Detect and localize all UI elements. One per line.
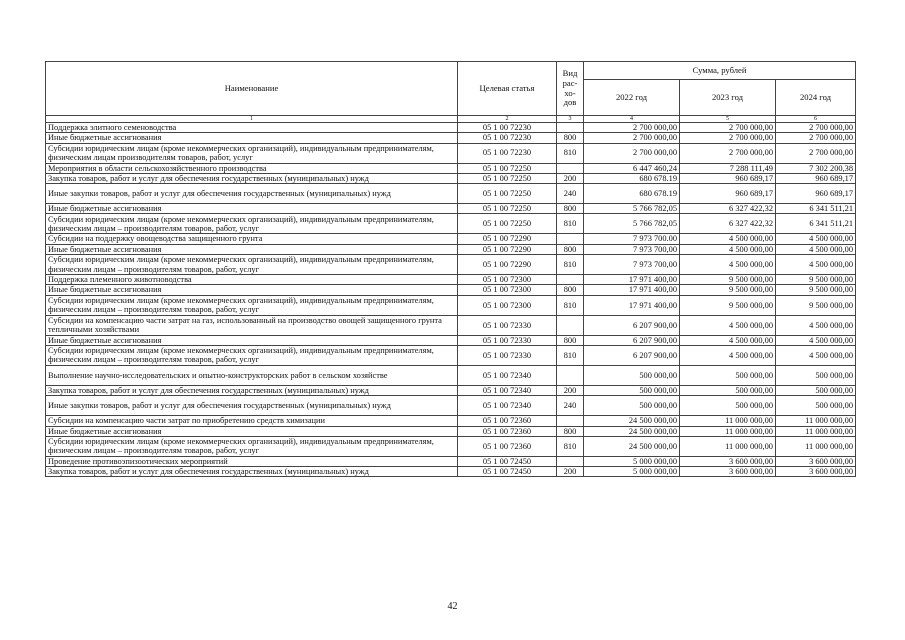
row-name: Иные бюджетные ассигнования [46, 244, 458, 254]
row-vid: 200 [557, 467, 584, 477]
row-sum-2023: 7 288 111,49 [680, 163, 776, 173]
table-row [46, 234, 856, 244]
row-vid: 200 [557, 385, 584, 395]
row-name: Субсидии на компенсацию части затрат на газ, использованный на производство овощей защищенного грунта тепличными хозяйствами [46, 315, 458, 335]
row-sum-2022: 5 000 000,00 [584, 467, 680, 477]
row-vid [557, 123, 584, 133]
row-code: 05 1 00 72340 [458, 385, 557, 395]
row-vid: 810 [557, 436, 584, 456]
row-sum-2023: 4 500 000,00 [680, 244, 776, 254]
row-code: 05 1 00 72250 [458, 173, 557, 183]
row-sum-2023: 500 000,00 [680, 365, 776, 385]
row-code: 05 1 00 72290 [458, 244, 557, 254]
row-sum-2022: 680 678.19 [584, 173, 680, 183]
table-row [46, 275, 856, 285]
row-name: Иные бюджетные ассигнования [46, 335, 458, 345]
row-sum-2022: 7 973 700,00 [584, 255, 680, 275]
row-vid: 200 [557, 173, 584, 183]
row-name: Закупка товаров, работ и услуг для обеспечения государственных (муниципальных) нужд [46, 385, 458, 395]
row-sum-2023: 11 000 000,00 [680, 426, 776, 436]
row-sum-2024: 2 700 000,00 [776, 143, 856, 163]
row-sum-2022: 500 000,00 [584, 396, 680, 416]
row-sum-2024: 4 500 000,00 [776, 315, 856, 335]
row-sum-2023: 4 500 000,00 [680, 315, 776, 335]
row-sum-2022: 680 678.19 [584, 184, 680, 204]
header-year-2023: 2023 год [680, 80, 776, 116]
row-vid: 800 [557, 133, 584, 143]
row-code: 05 1 00 72230 [458, 133, 557, 143]
table-row [46, 285, 856, 295]
header-col-num: 1 [46, 116, 458, 123]
row-name: Поддержка племенного животноводства [46, 275, 458, 285]
table-row [46, 123, 856, 133]
row-code: 05 1 00 72300 [458, 285, 557, 295]
row-sum-2022: 5 000 000,00 [584, 456, 680, 466]
row-vid: 810 [557, 143, 584, 163]
row-sum-2023: 11 000 000,00 [680, 436, 776, 456]
header-sum: Сумма, рублей [584, 62, 856, 80]
row-name: Иные бюджетные ассигнования [46, 426, 458, 436]
row-vid [557, 456, 584, 466]
row-sum-2024: 500 000,00 [776, 385, 856, 395]
row-sum-2023: 2 700 000,00 [680, 143, 776, 163]
table-row [46, 173, 856, 183]
row-sum-2022: 2 700 000,00 [584, 143, 680, 163]
row-sum-2022: 24 500 000,00 [584, 416, 680, 426]
row-sum-2023: 4 500 000,00 [680, 234, 776, 244]
header-vid-line: хо- [564, 87, 576, 98]
row-sum-2022: 5 766 782,05 [584, 204, 680, 214]
row-sum-2024: 6 341 511,21 [776, 204, 856, 214]
row-sum-2023: 960 689,17 [680, 173, 776, 183]
row-sum-2024: 3 600 000,00 [776, 456, 856, 466]
table-row [46, 184, 856, 204]
table-row [46, 345, 856, 365]
row-code: 05 1 00 72290 [458, 255, 557, 275]
row-sum-2022: 24 500 000,00 [584, 426, 680, 436]
row-name: Закупка товаров, работ и услуг для обеспечения государственных (муниципальных) нужд [46, 467, 458, 477]
table-row [46, 467, 856, 477]
row-vid [557, 275, 584, 285]
row-name: Иные бюджетные ассигнования [46, 133, 458, 143]
row-sum-2023: 9 500 000,00 [680, 275, 776, 285]
row-sum-2023: 4 500 000,00 [680, 335, 776, 345]
row-sum-2024: 9 500 000,00 [776, 295, 856, 315]
table-row [46, 335, 856, 345]
row-name: Поддержка элитного семеноводства [46, 123, 458, 133]
row-name: Субсидии юридическим лицам (кроме некоммерческих организаций), индивидуальным предпринимателям, физическим лицам – производителям товаров, работ, услуг [46, 214, 458, 234]
header-year-2024: 2024 год [776, 80, 856, 116]
header-col-num: 3 [557, 116, 584, 123]
row-code: 05 1 00 72230 [458, 123, 557, 133]
row-code: 05 1 00 72330 [458, 335, 557, 345]
row-sum-2022: 7 973 700,00 [584, 244, 680, 254]
row-vid: 800 [557, 335, 584, 345]
row-name: Закупка товаров, работ и услуг для обеспечения государственных (муниципальных) нужд [46, 173, 458, 183]
row-sum-2024: 960 689,17 [776, 184, 856, 204]
row-name: Субсидии юридическим лицам (кроме некоммерческих организаций), индивидуальным предпринимателям, физическим лицам – производителям товаров, работ, услуг [46, 255, 458, 275]
row-sum-2023: 6 327 422,32 [680, 204, 776, 214]
row-code: 05 1 00 72450 [458, 467, 557, 477]
row-vid [557, 315, 584, 335]
row-code: 05 1 00 72340 [458, 365, 557, 385]
row-sum-2022: 7 973 700.00 [584, 234, 680, 244]
table-row [46, 436, 856, 456]
header-vid-line: дов [563, 97, 577, 108]
row-sum-2023: 2 700 000,00 [680, 133, 776, 143]
row-vid: 800 [557, 244, 584, 254]
row-sum-2023: 500 000,00 [680, 385, 776, 395]
row-sum-2024: 11 000 000,00 [776, 416, 856, 426]
row-sum-2022: 17 971 400,00 [584, 285, 680, 295]
table-row [46, 204, 856, 214]
row-sum-2024: 960 689,17 [776, 173, 856, 183]
row-code: 05 1 00 72360 [458, 416, 557, 426]
row-vid: 810 [557, 295, 584, 315]
row-vid [557, 365, 584, 385]
table-row [46, 214, 856, 234]
row-sum-2024: 2 700 000,00 [776, 133, 856, 143]
row-sum-2024: 500 000,00 [776, 365, 856, 385]
row-sum-2022: 6 447 460,24 [584, 163, 680, 173]
row-name: Иные бюджетные ассигнования [46, 204, 458, 214]
row-sum-2023: 6 327 422,32 [680, 214, 776, 234]
table-row [46, 143, 856, 163]
row-name: Субсидии юридическим лицам (кроме некоммерческих организаций), индивидуальным предпринимателям, физическим лицам – производителям товаров, работ, услуг [46, 295, 458, 315]
row-sum-2024: 3 600 000,00 [776, 467, 856, 477]
row-sum-2022: 6 207 900,00 [584, 345, 680, 365]
row-name: Субсидии на поддержку овощеводства защищенного грунта [46, 234, 458, 244]
row-sum-2024: 4 500 000,00 [776, 234, 856, 244]
page-number: 42 [447, 601, 458, 612]
table-row [46, 163, 856, 173]
row-name: Иные бюджетные ассигнования [46, 285, 458, 295]
row-vid: 810 [557, 255, 584, 275]
table-header [46, 62, 856, 123]
row-sum-2024: 11 000 000,00 [776, 436, 856, 456]
header-name: Наименование [46, 62, 458, 116]
row-name: Субсидии на компенсацию части затрат по приобретению средств химизации [46, 416, 458, 426]
row-sum-2024: 4 500 000,00 [776, 255, 856, 275]
row-sum-2022: 5 766 782,05 [584, 214, 680, 234]
row-sum-2022: 2 700 000,00 [584, 133, 680, 143]
row-code: 05 1 00 72360 [458, 426, 557, 436]
row-sum-2023: 9 500 000,00 [680, 285, 776, 295]
row-sum-2022: 2 700 000,00 [584, 123, 680, 133]
row-sum-2023: 960 689,17 [680, 184, 776, 204]
row-name: Субсидии юридическим лицам (кроме некоммерческих организаций), индивидуальным предпринимателям, физическим лицам – производителям товаров, работ, услуг [46, 345, 458, 365]
row-sum-2024: 500 000,00 [776, 396, 856, 416]
table-row [46, 385, 856, 395]
table-row [46, 396, 856, 416]
row-vid [557, 416, 584, 426]
budget-table [45, 61, 856, 477]
row-name: Мероприятия в области сельскохозяйственного производства [46, 163, 458, 173]
row-sum-2024: 4 500 000,00 [776, 345, 856, 365]
table-row [46, 133, 856, 143]
row-vid [557, 234, 584, 244]
row-code: 05 1 00 72250 [458, 163, 557, 173]
row-name: Проведение противоэпизоотических мероприятий [46, 456, 458, 466]
table-row [46, 244, 856, 254]
row-sum-2023: 3 600 000,00 [680, 456, 776, 466]
row-sum-2024: 4 500 000,00 [776, 335, 856, 345]
row-code: 05 1 00 72250 [458, 184, 557, 204]
table-row [46, 295, 856, 315]
header-vid [557, 62, 584, 116]
row-vid: 810 [557, 345, 584, 365]
table-row [46, 426, 856, 436]
row-vid: 240 [557, 396, 584, 416]
header-vid-line: Вид [562, 68, 578, 79]
table-row [46, 456, 856, 466]
row-code: 05 1 00 72300 [458, 275, 557, 285]
row-code: 05 1 00 72330 [458, 345, 557, 365]
row-vid: 810 [557, 214, 584, 234]
header-col-num: 5 [680, 116, 776, 123]
row-code: 05 1 00 72230 [458, 143, 557, 163]
row-code: 05 1 00 72340 [458, 396, 557, 416]
row-vid: 240 [557, 184, 584, 204]
row-name: Субсидии юридическим лицам (кроме некоммерческих организаций), индивидуальным предпринимателям, физическим лицам – производителям товаров, работ, услуг [46, 436, 458, 456]
row-sum-2024: 9 500 000,00 [776, 275, 856, 285]
row-name: Выполнение научно-исследовательских и опытно-конструкторских работ в сельском хозяйстве [46, 365, 458, 385]
header-col-num: 4 [584, 116, 680, 123]
row-sum-2023: 9 500 000,00 [680, 295, 776, 315]
table-body [46, 123, 856, 477]
table-row [46, 416, 856, 426]
row-sum-2024: 7 302 200,38 [776, 163, 856, 173]
row-sum-2023: 2 700 000,00 [680, 123, 776, 133]
row-code: 05 1 00 72250 [458, 204, 557, 214]
row-sum-2023: 500 000,00 [680, 396, 776, 416]
row-sum-2024: 11 000 000,00 [776, 426, 856, 436]
row-code: 05 1 00 72290 [458, 234, 557, 244]
row-sum-2022: 6 207 900,00 [584, 335, 680, 345]
row-name: Субсидии юридическим лицам (кроме некоммерческих организаций), индивидуальным предпринимателям, физическим лицам производителям товаров, работ, услуг [46, 143, 458, 163]
row-sum-2024: 9 500 000,00 [776, 285, 856, 295]
header-year-2022: 2022 год [584, 80, 680, 116]
row-sum-2023: 3 600 000,00 [680, 467, 776, 477]
header-vid-line: рас- [562, 77, 578, 88]
row-code: 05 1 00 72330 [458, 315, 557, 335]
row-vid: 800 [557, 204, 584, 214]
row-sum-2022: 500 000,00 [584, 385, 680, 395]
row-code: 05 1 00 72360 [458, 436, 557, 456]
row-name: Иные закупки товаров, работ и услуг для обеспечения государственных (муниципальных) нужд [46, 184, 458, 204]
row-sum-2022: 24 500 000,00 [584, 436, 680, 456]
row-sum-2022: 6 207 900,00 [584, 315, 680, 335]
row-sum-2022: 17 971 400,00 [584, 275, 680, 285]
row-name: Иные закупки товаров, работ и услуг для обеспечения государственных (муниципальных) нужд [46, 396, 458, 416]
row-vid [557, 163, 584, 173]
row-code: 05 1 00 72450 [458, 456, 557, 466]
row-sum-2024: 4 500 000,00 [776, 244, 856, 254]
row-sum-2023: 4 500 000,00 [680, 345, 776, 365]
row-vid: 800 [557, 426, 584, 436]
table-row [46, 365, 856, 385]
table-row [46, 255, 856, 275]
row-code: 05 1 00 72250 [458, 214, 557, 234]
row-sum-2024: 6 341 511,21 [776, 214, 856, 234]
header-col-num: 2 [458, 116, 557, 123]
header-code: Целевая статья [458, 62, 557, 116]
row-code: 05 1 00 72300 [458, 295, 557, 315]
row-vid: 800 [557, 285, 584, 295]
header-col-num: 6 [776, 116, 856, 123]
table-row [46, 315, 856, 335]
row-sum-2023: 4 500 000,00 [680, 255, 776, 275]
row-sum-2022: 17 971 400,00 [584, 295, 680, 315]
row-sum-2023: 11 000 000,00 [680, 416, 776, 426]
row-sum-2024: 2 700 000,00 [776, 123, 856, 133]
row-sum-2022: 500 000,00 [584, 365, 680, 385]
